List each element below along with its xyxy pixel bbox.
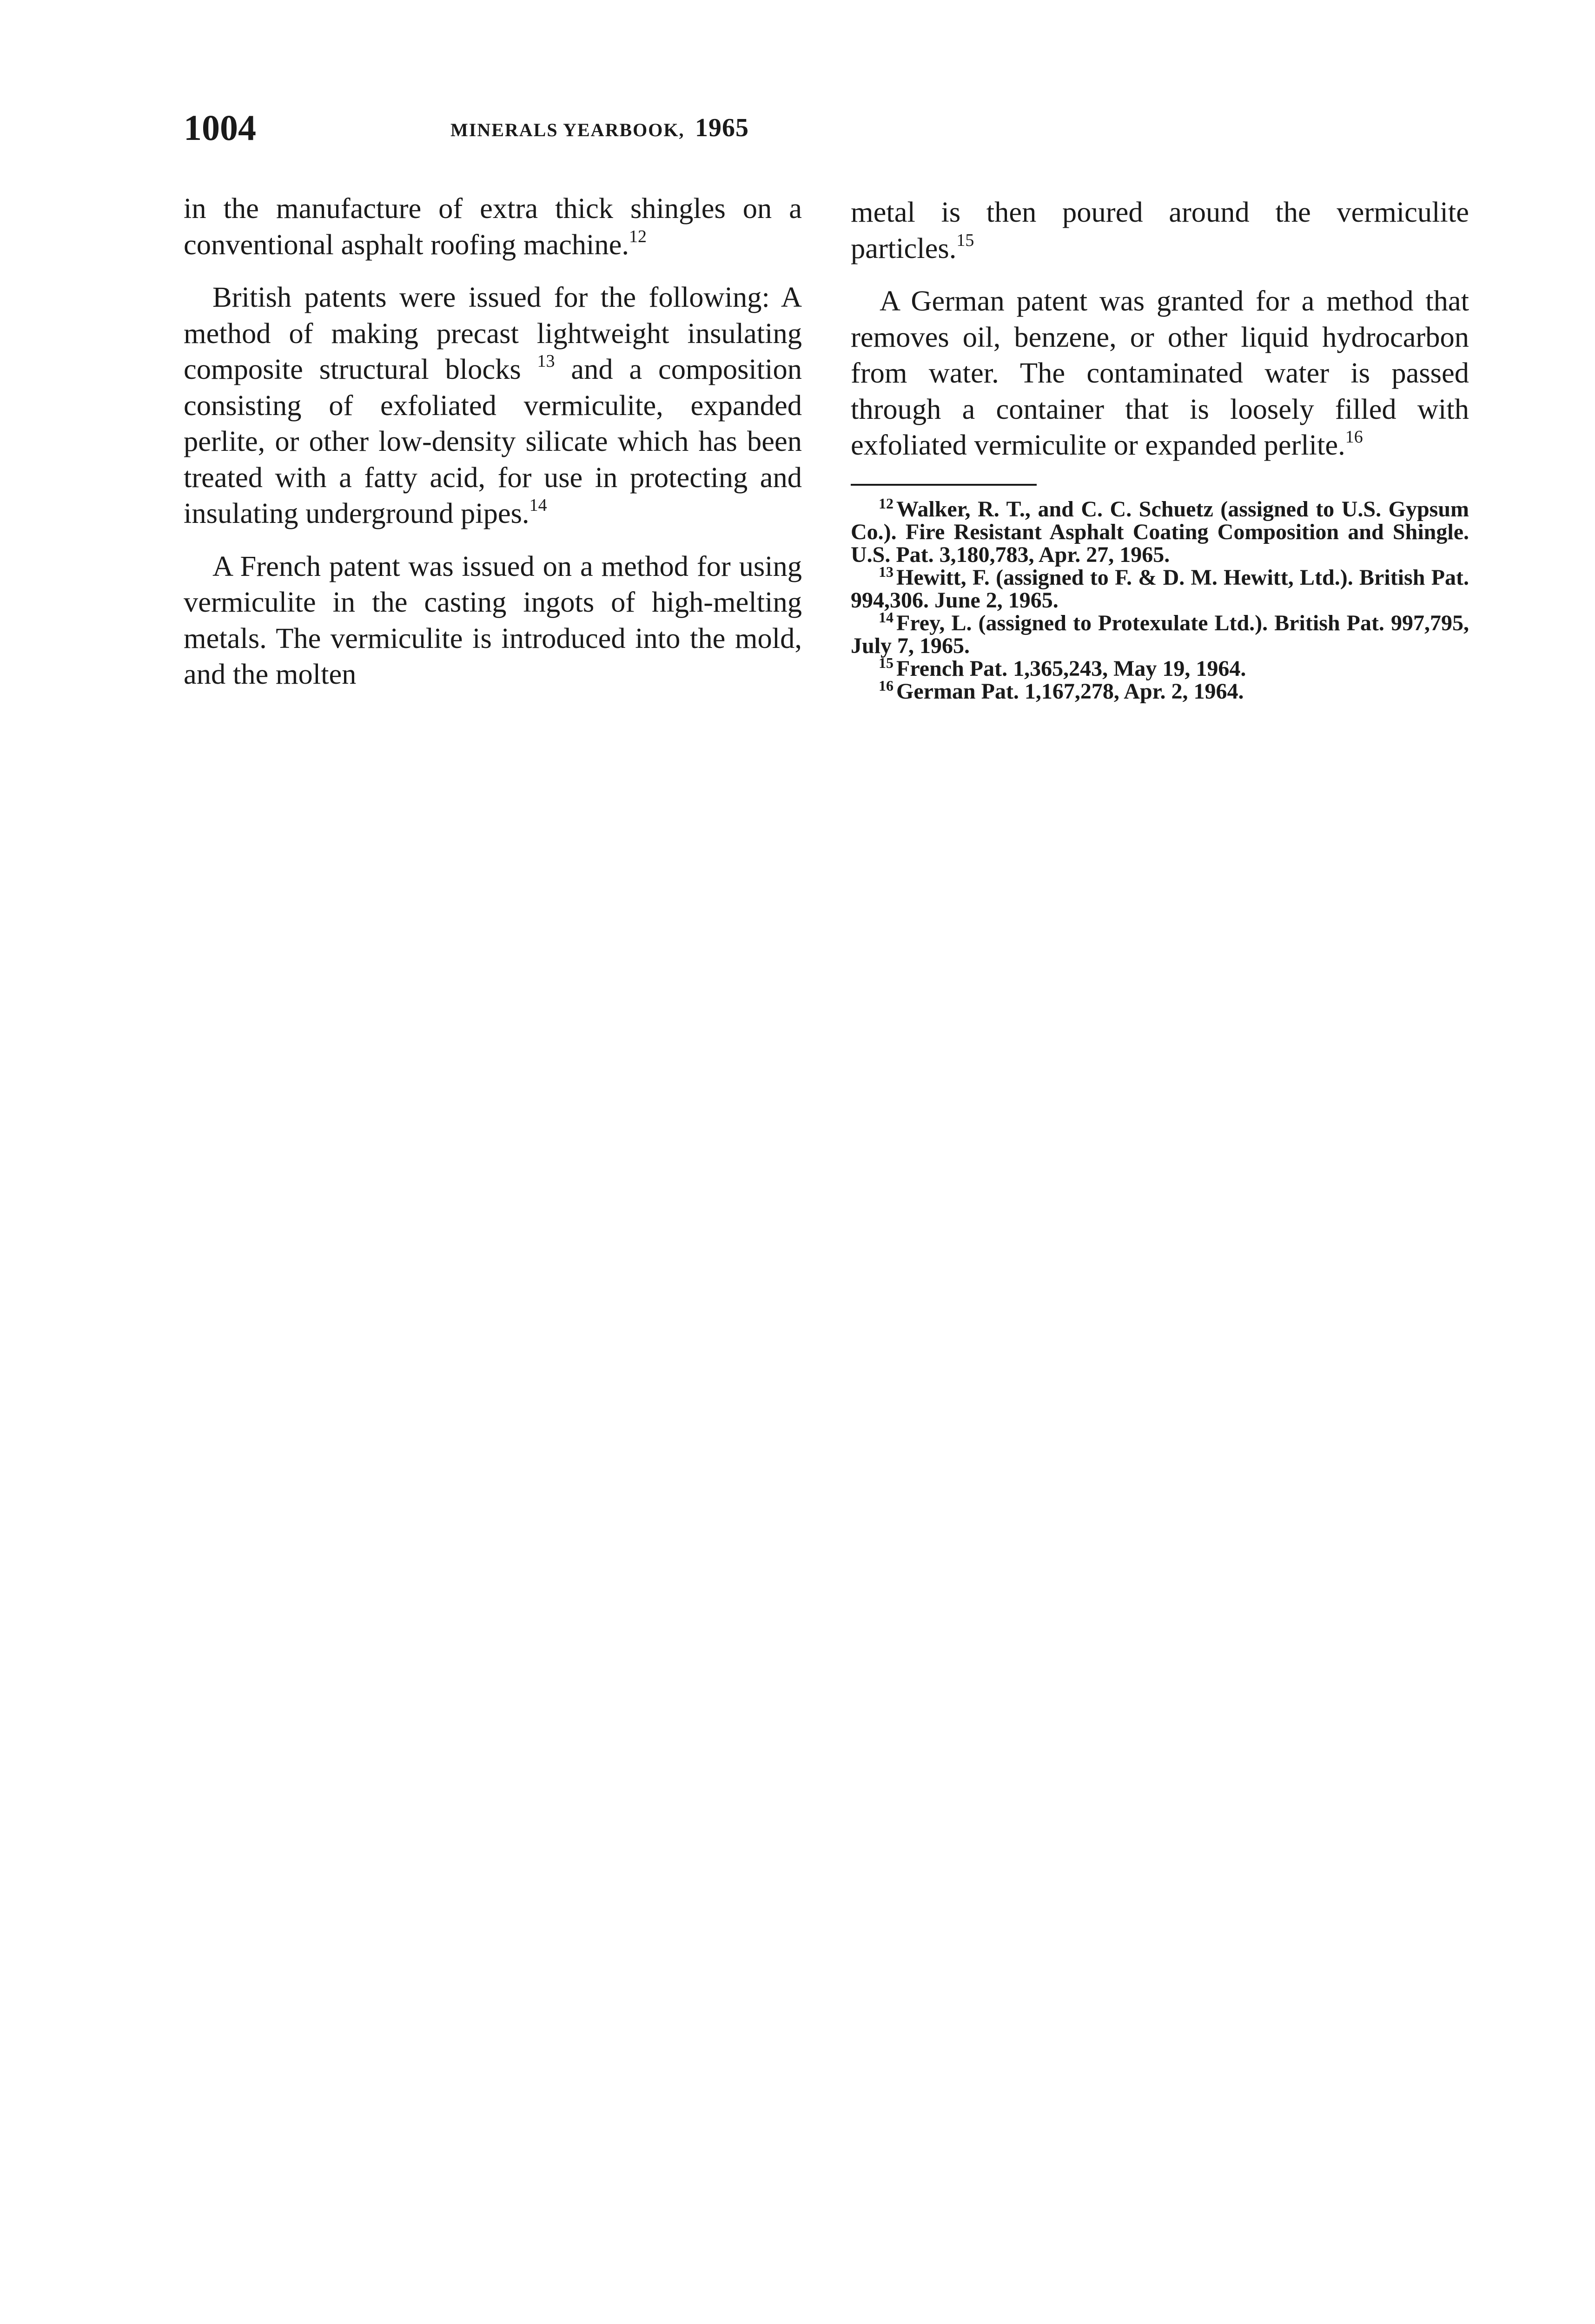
footnote-ref-12: 12 [629, 226, 647, 246]
paragraph-continuation-right [851, 194, 1469, 266]
footnote-number: 16 [879, 677, 893, 694]
footnote-divider [851, 484, 1037, 486]
footnote-text: Walker, R. T., and C. C. Schuetz (assigned to U.S. Gypsum Co.). Fire Resistant Asphalt Coating Composition and Shingle. U.S. Pat. 3,180,783, Apr. 27, 1965. [851, 496, 1469, 567]
paragraph-text: British patents were issued for the following: A method of making precast lightweight insulating composite structural blocks [184, 281, 802, 385]
footnote-text: Frey, L. (assigned to Protexulate Ltd.). British Pat. 997,795, July 7, 1965. [851, 610, 1469, 658]
paragraph-text: A German patent was granted for a method that removes oil, benzene, or other liquid hydrocarbon from water. The contaminated water is passed through a container that is loosely filled with exfoliated vermiculite or expanded perlite. [851, 284, 1469, 461]
running-title-year: 1965 [695, 113, 749, 142]
page-header [184, 105, 1016, 151]
footnote-text: Hewitt, F. (assigned to F. & D. M. Hewitt, Ltd.). British Pat. 994,306. June 2, 1965. [851, 565, 1469, 613]
footnote-number: 15 [879, 654, 893, 671]
footnote-16 [851, 677, 1469, 704]
footnote-12 [851, 495, 1469, 567]
paragraph-text-after: and a composition consisting of exfoliated vermiculite, expanded perlite, or other low-density silicate which has been treated with a fatty acid, for use in protecting and insulating underground pipes. [184, 353, 802, 529]
footnote-number: 14 [879, 608, 893, 626]
paragraph-british-patents [184, 279, 802, 532]
footnote-ref-16: 16 [1345, 427, 1363, 447]
footnote-ref-15: 15 [956, 230, 974, 250]
footnote-13 [851, 563, 1469, 613]
paragraph-french-patent [184, 548, 802, 693]
paragraph-german-patent [851, 283, 1469, 463]
footnote-text: French Pat. 1,365,243, May 19, 1964. [896, 656, 1246, 681]
running-title-main: MINERALS YEARBOOK, [450, 119, 685, 140]
footnote-14 [851, 608, 1469, 658]
footnote-ref-14: 14 [529, 495, 547, 515]
footnotes [851, 495, 1469, 704]
running-title [184, 105, 1016, 153]
footnote-number: 13 [879, 563, 893, 580]
footnote-text: German Pat. 1,167,278, Apr. 2, 1964. [896, 679, 1244, 704]
footnote-number: 12 [879, 495, 893, 512]
paragraph-continuation [184, 191, 802, 263]
footnote-ref-13: 13 [537, 351, 555, 371]
footnote-15 [851, 654, 1469, 681]
page-number: 1004 [184, 107, 256, 148]
right-column [851, 194, 1469, 703]
left-column [184, 191, 802, 693]
paragraph-text: metal is then poured around the vermiculite particles. [851, 196, 1469, 264]
paragraph-text: in the manufacture of extra thick shingles on a conventional asphalt roofing machine. [184, 192, 802, 261]
paragraph-text: A French patent was issued on a method for using vermiculite in the casting ingots of high-melting metals. The vermiculite is introduced into the mold, and the molten [184, 549, 802, 690]
